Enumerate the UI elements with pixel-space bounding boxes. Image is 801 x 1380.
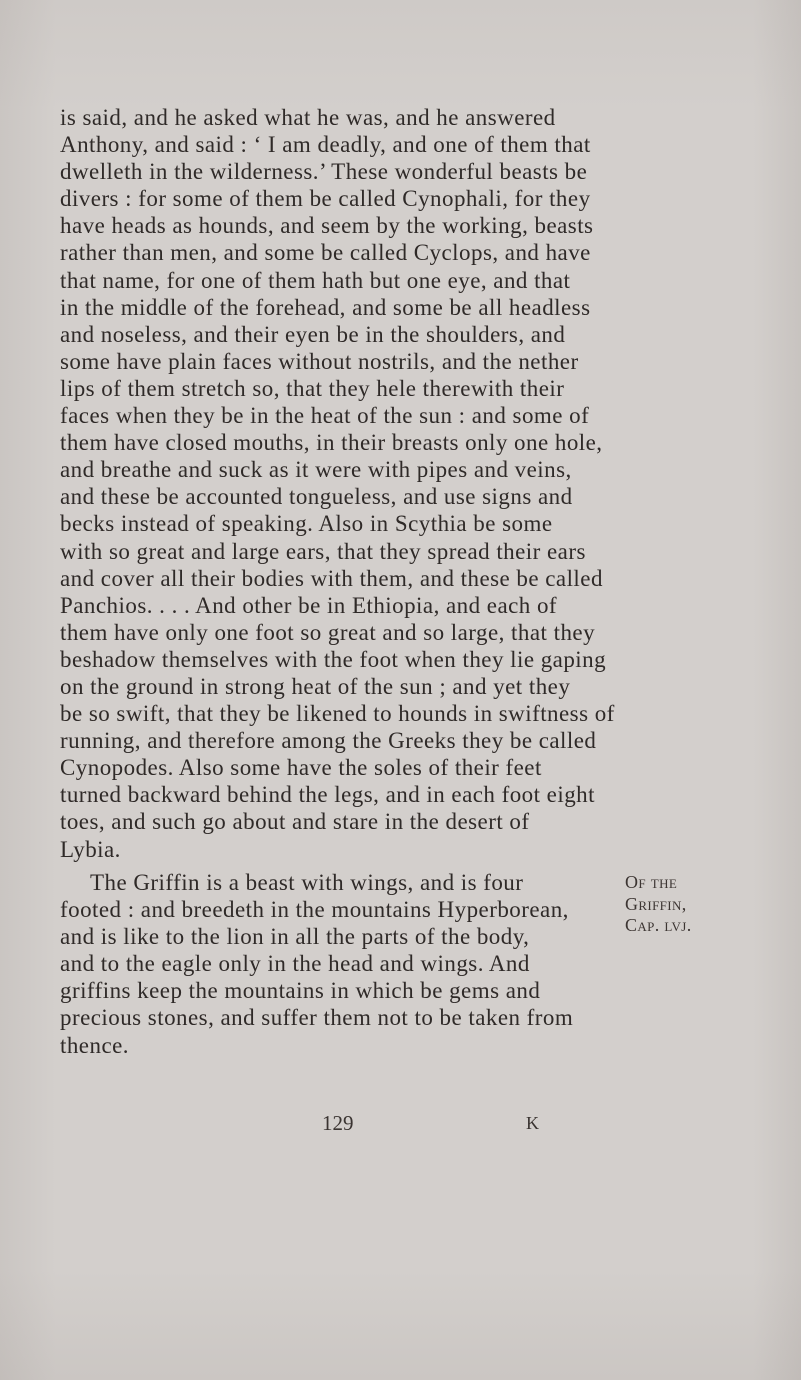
text-line: dwelleth in the wilderness.’ These wonderful beasts be bbox=[60, 159, 588, 185]
text-line: on the ground in strong heat of the sun ; and yet they bbox=[60, 673, 571, 699]
text-line: and noseless, and their eyen be in the shoulders, and bbox=[60, 321, 566, 347]
signature-mark: K bbox=[526, 1113, 539, 1133]
text-line: faces when they be in the heat of the sun : and some of bbox=[60, 403, 590, 429]
marginal-note-line: Cap. lvj. bbox=[625, 915, 692, 935]
paragraph-griffin bbox=[60, 869, 630, 1059]
text-line: and is like to the lion in all the parts of the body, bbox=[60, 924, 530, 950]
text-line: divers : for some of them be called Cynophali, for they bbox=[60, 186, 591, 212]
marginal-note-line: Of the bbox=[625, 872, 678, 892]
text-line: and to the eagle only in the head and wings. And bbox=[60, 951, 530, 977]
text-line: footed : and breedeth in the mountains Hyperborean, bbox=[60, 897, 569, 923]
text-line: griffins keep the mountains in which be gems and bbox=[60, 978, 541, 1004]
text-line: Anthony, and said : ‘ I am deadly, and one of them that bbox=[60, 132, 591, 158]
text-line: lips of them stretch so, that they hele therewith their bbox=[60, 375, 565, 401]
text-line: rather than men, and some be called Cyclops, and have bbox=[60, 240, 591, 266]
text-line: precious stones, and suffer them not to be taken from bbox=[60, 1005, 574, 1031]
text-line: Panchios. . . . And other be in Ethiopia, and each of bbox=[60, 592, 558, 618]
text-line: The Griffin is a beast with wings, and is four bbox=[90, 870, 524, 895]
page-number: 129 bbox=[322, 1111, 354, 1135]
text-line: toes, and such go about and stare in the desert of bbox=[60, 809, 530, 835]
text-line: be so swift, that they be likened to hounds in swiftness of bbox=[60, 701, 615, 727]
text-line: Lybia. bbox=[60, 836, 121, 862]
text-line: in the middle of the forehead, and some be all headless bbox=[60, 294, 591, 320]
text-line: that name, for one of them hath but one eye, and that bbox=[60, 267, 571, 293]
text-line: Cynopodes. Also some have the soles of their feet bbox=[60, 755, 542, 781]
text-line: some have plain faces without nostrils, and the nether bbox=[60, 348, 579, 374]
paragraph-monsters bbox=[60, 104, 630, 863]
text-line: and breathe and suck as it were with pipes and veins, bbox=[60, 457, 572, 483]
marginal-note-line: Griffin, bbox=[625, 893, 687, 914]
text-line: is said, and he asked what he was, and he answered bbox=[60, 105, 556, 130]
text-line: becks instead of speaking. Also in Scythia be some bbox=[60, 511, 553, 537]
text-line: them have closed mouths, in their breasts only one hole, bbox=[60, 430, 603, 456]
text-line: beshadow themselves with the foot when they lie gaping bbox=[60, 646, 607, 672]
text-line: running, and therefore among the Greeks they be called bbox=[60, 728, 597, 754]
text-line: with so great and large ears, that they spread their ears bbox=[60, 538, 586, 564]
text-line: have heads as hounds, and seem by the working, beasts bbox=[60, 213, 594, 239]
marginal-note bbox=[625, 872, 795, 937]
text-line: them have only one foot so great and so large, that they bbox=[60, 619, 596, 645]
text-line: and these be accounted tongueless, and use signs and bbox=[60, 484, 573, 510]
text-line: turned backward behind the legs, and in each foot eight bbox=[60, 782, 595, 808]
text-line: and cover all their bodies with them, and these be called bbox=[60, 565, 603, 591]
text-line: thence. bbox=[60, 1032, 129, 1058]
